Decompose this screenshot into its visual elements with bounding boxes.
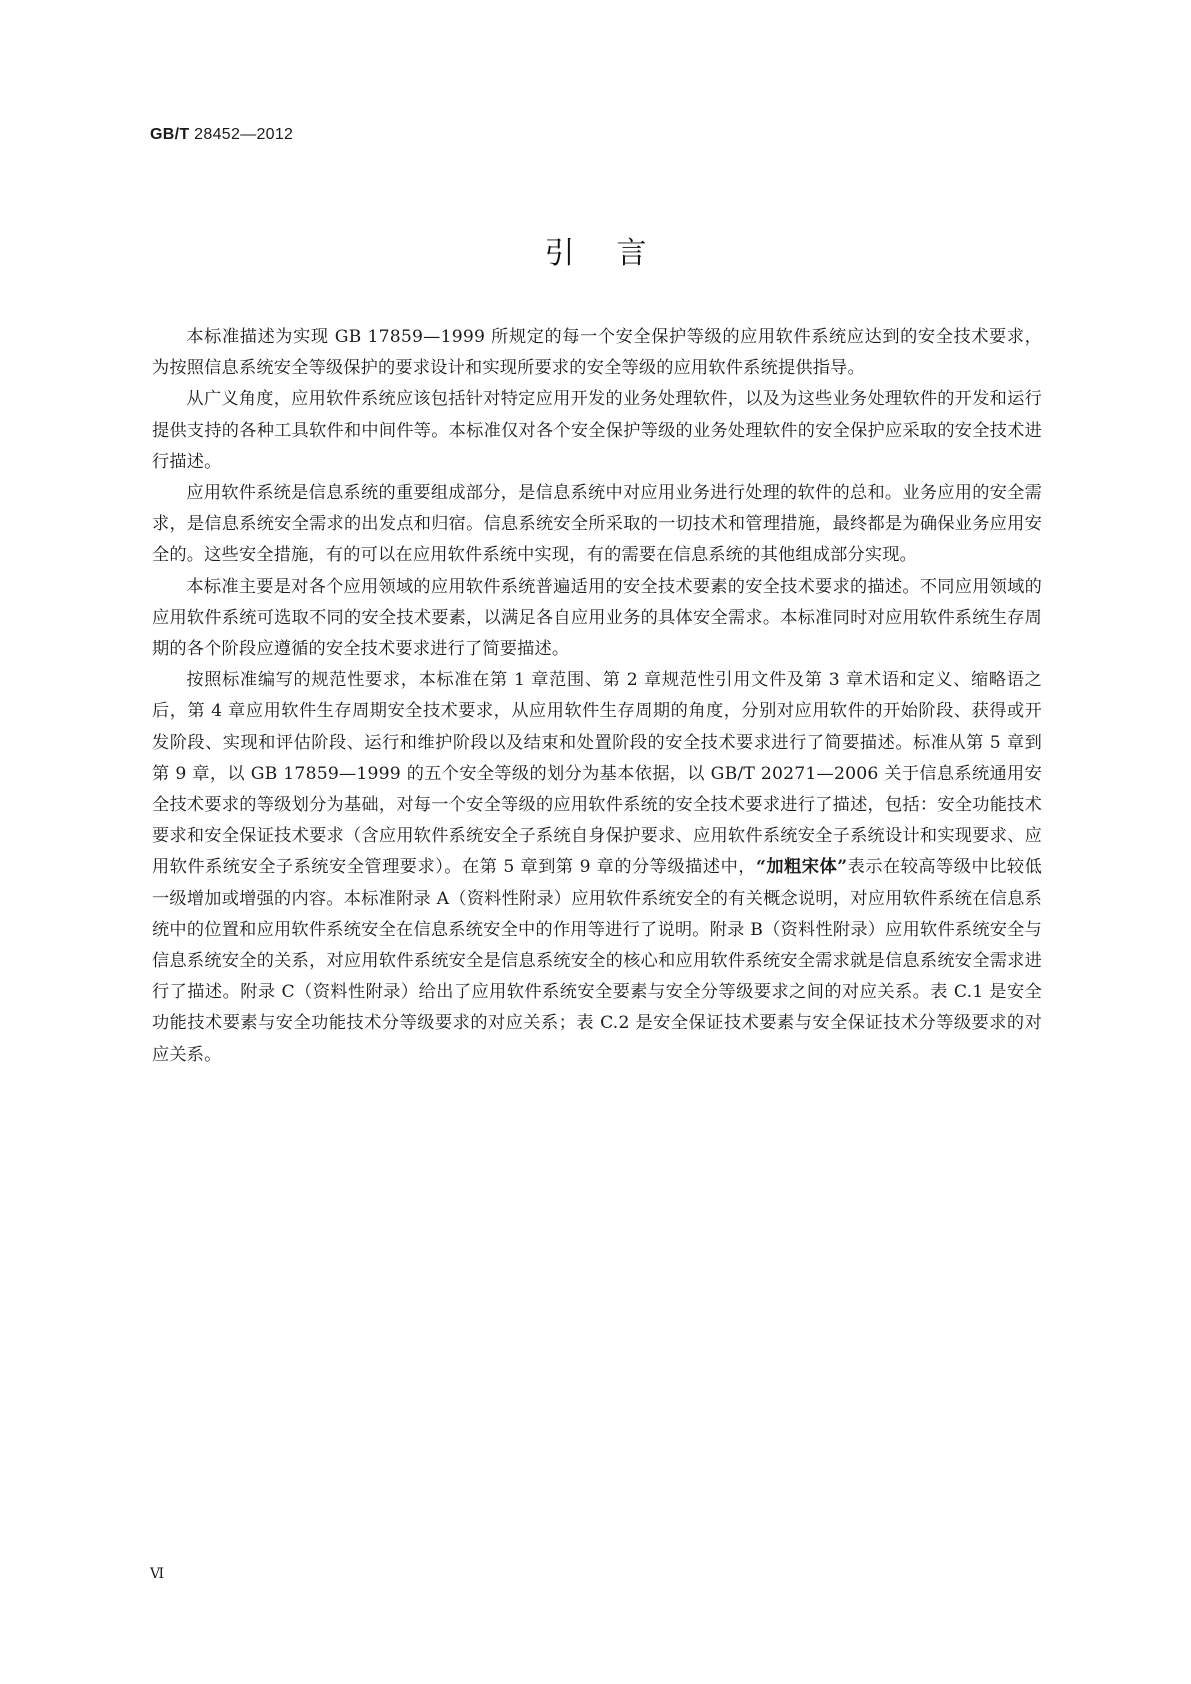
- paragraph-1: 本标准描述为实现 GB 17859—1999 所规定的每一个安全保护等级的应用软件系统应达到的安全技术要求，为按照信息系统安全等级保护的要求设计和实现所要求的安全等级的应用软件系统提供指导。: [152, 327, 1042, 379]
- paragraph-5-text-before: 按照标准编写的规范性要求，本标准在第 1 章范围、第 2 章规范性引用文件及第 3 章术语和定义、缩略语之后，第 4 章应用软件生存周期安全技术要求，从应用软件生存周期的角度，分别对应用软件的开始阶段、获得或开发阶段、实现和评估阶段、运行和维护阶段以及结束和处置阶段的安全技术要求进行了简要描述。标准从第 5 章到第 9 章，以 GB 17859—1999 的五个安全等级的划分为基本依据，以 GB/T 20271—2006 关于信息系统通用安全技术要求的等级划分为基础，对每一个安全等级的应用软件系统的安全技术要求进行了描述，包括：安全功能技术要求和安全保证技术要求（含应用软件系统安全子系统自身保护要求、应用软件系统安全子系统设计和实现要求、应用软件系统安全子系统安全管理要求）。在第 5 章到第 9 章的分等级描述中，: [152, 670, 1042, 878]
- page-title: 引言: [544, 236, 689, 271]
- paragraph-5: [152, 665, 1042, 1071]
- paragraph-3: 应用软件系统是信息系统的重要组成部分，是信息系统中对应用业务进行处理的软件的总和。业务应用的安全需求，是信息系统安全需求的出发点和归宿。信息系统安全所采取的一切技术和管理措施，最终都是为确保业务应用安全的。这些安全措施，有的可以在应用软件系统中实现，有的需要在信息系统的其他组成部分实现。: [152, 483, 1042, 566]
- paragraph-4: 本标准主要是对各个应用领域的应用软件系统普遍适用的安全技术要素的安全技术要求的描述。不同应用领域的应用软件系统可选取不同的安全技术要素，以满足各自应用业务的具体安全需求。本标准同时对应用软件系统生存周期的各个阶段应遵循的安全技术要求进行了简要描述。: [152, 576, 1042, 660]
- paragraph-5-bold-text: “加粗宋体”: [756, 857, 848, 878]
- introduction-body: [152, 322, 1042, 1071]
- standard-code-prefix: GB/T: [150, 126, 190, 143]
- page-number: Ⅵ: [150, 1566, 165, 1582]
- paragraph-5-text-after: 表示在较高等级中比较低一级增加或增强的内容。本标准附录 A（资料性附录）应用软件系统安全的有关概念说明，对应用软件系统在信息系统中的位置和应用软件系统安全在信息系统安全中的作用等进行了说明。附录 B（资料性附录）应用软件系统安全与信息系统安全的关系，对应用软件系统安全是信息系统安全的核心和应用软件系统安全需求就是信息系统安全需求进行了描述。附录 C（资料性附录）给出了应用软件系统安全要素与安全分等级要求之间的对应关系。表 C.1 是安全功能技术要素与安全功能技术分等级要求的对应关系；表 C.2 是安全保证技术要素与安全保证技术分等级要求的对应关系。: [152, 857, 1043, 1065]
- standard-code-number: 28452—2012: [194, 126, 294, 143]
- standard-code: [150, 126, 293, 144]
- paragraph-2: 从广义角度，应用软件系统应该包括针对特定应用开发的业务处理软件，以及为这些业务处理软件的开发和运行提供支持的各种工具软件和中间件等。本标准仅对各个安全保护等级的业务处理软件的安全保护应采取的安全技术进行描述。: [152, 389, 1042, 472]
